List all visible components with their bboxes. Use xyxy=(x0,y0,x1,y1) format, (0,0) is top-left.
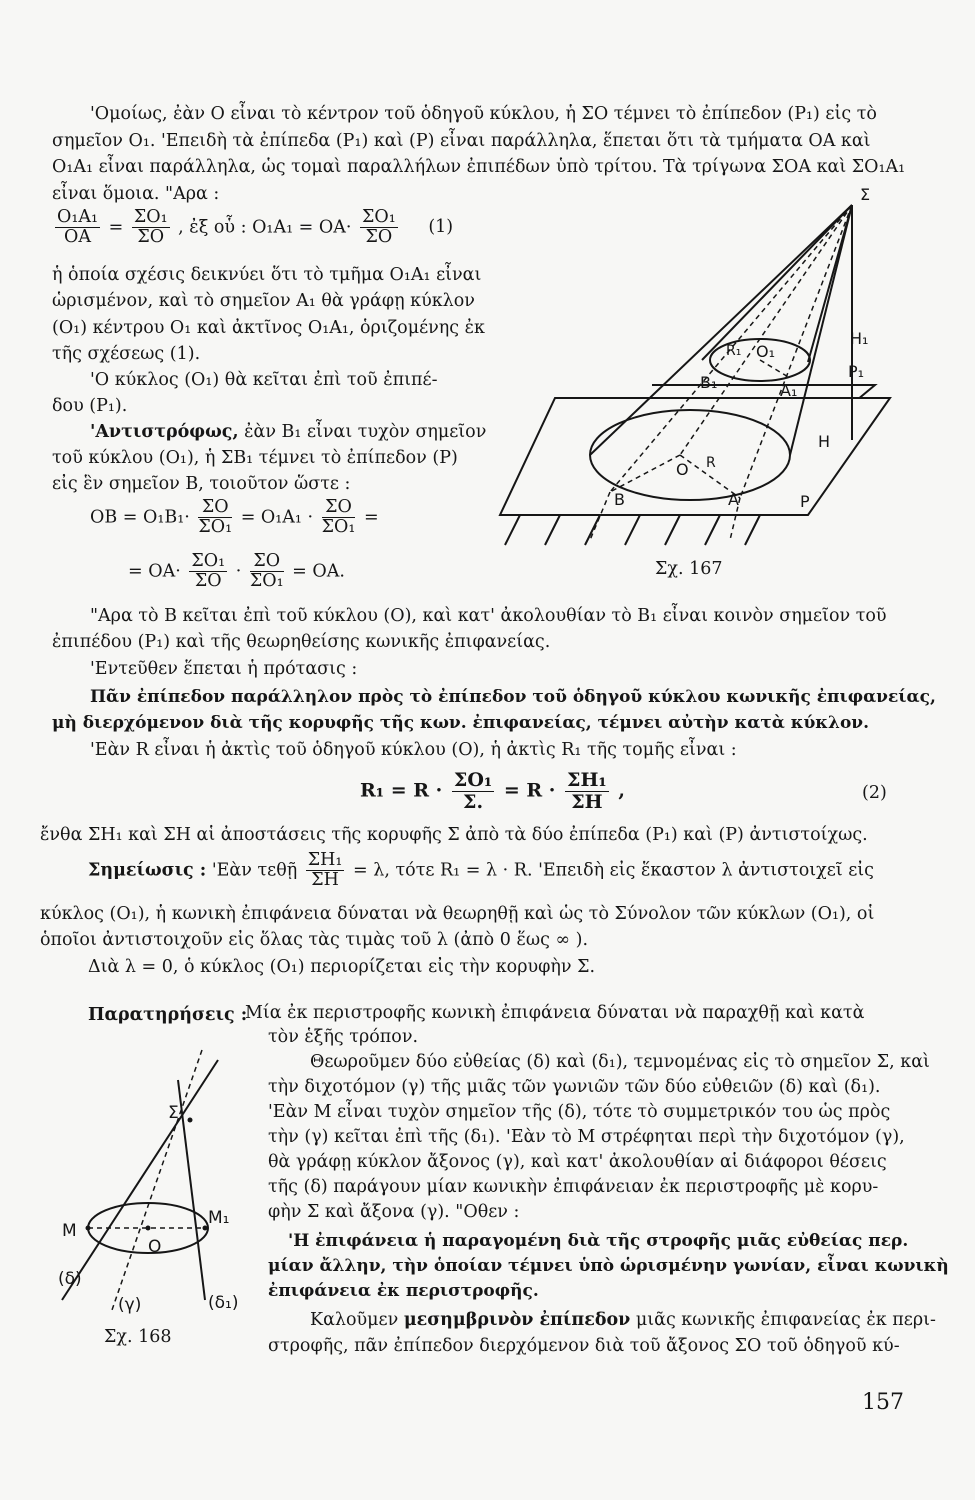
para7-line1 xyxy=(310,1310,936,1330)
bold-lead: 'Αντιστρόφως, xyxy=(90,422,239,442)
para3-line1 xyxy=(90,422,486,442)
para2-line4: τῆς σχέσεως (1). xyxy=(52,344,201,364)
equation-text: = OA. xyxy=(292,561,345,582)
obs-line4: τὴν διχοτόμον (γ) τῆς μιᾶς τῶν γωνιῶν τῶν δύο εὐθειῶν (δ) καὶ (δ₁). xyxy=(268,1077,881,1097)
para1-line4: εἶναι ὅμοια. "Αρα : xyxy=(52,184,220,204)
theorem2-line1: 'Η ἐπιφάνεια ἡ παραγομένη διὰ τῆς στροφῆς μιᾶς εὐθείας περ. xyxy=(288,1231,909,1251)
para2-line3: (O₁) κέντρου O₁ καὶ ἀκτῖνος O₁A₁, ὁριζομένης ἐκ xyxy=(52,318,485,338)
text: 'Εὰν τεθῇ xyxy=(211,860,298,881)
figure-167 xyxy=(490,180,910,580)
hatch xyxy=(505,515,520,545)
denominator: ΣO₁ xyxy=(249,571,284,592)
label-h: H xyxy=(818,432,831,451)
para4-line2: ἐπιπέδου (P₁) καὶ τῆς θεωρηθείσης κωνικῆς ἐπιφανείας. xyxy=(52,632,551,652)
para5: 'Εὰν R εἶναι ἡ ἀκτὶς τοῦ ὁδηγοῦ κύκλου (O), ἡ ἀκτὶς R₁ τῆς τομῆς εἶναι : xyxy=(90,740,737,760)
obs-line5: 'Εὰν M εἶναι τυχὸν σημεῖον τῆς (δ), τότε τὸ συμμετρικόν του ὡς πρὸς xyxy=(268,1102,891,1122)
text: μιᾶς κωνικῆς ἐπιφανείας ἐκ περι- xyxy=(630,1310,936,1330)
remark-line2: κύκλος (O₁), ἡ κωνικὴ ἐπιφάνεια δύναται νὰ θεωρηθῇ καὶ ὡς τὸ Σύνολον τῶν κύκλων (O₁), οἱ xyxy=(40,904,875,924)
para6: ἔνθα ΣH₁ καὶ ΣH αἱ ἀποστάσεις τῆς κορυφῆς Σ ἀπὸ τὰ δύο ἐπίπεδα (P₁) καὶ (P) ἀντιστοίχως. xyxy=(40,825,868,845)
equation-text: = xyxy=(363,507,379,528)
fraction xyxy=(360,208,398,248)
fraction xyxy=(55,208,100,248)
theorem2-line2: μίαν ἄλλην, τὴν ὁποίαν τέμνει ὑπὸ ὡρισμένην γωνίαν, εἶναι κωνικὴ xyxy=(268,1256,949,1276)
label-h1: H₁ xyxy=(850,329,869,348)
numerator: ΣO xyxy=(198,498,232,518)
label-sigma: Σ xyxy=(168,1103,179,1123)
remark-line1 xyxy=(88,851,874,891)
para3-line3: εἰς ἓν σημεῖον B, τοιοῦτον ὥστε : xyxy=(52,474,351,494)
equation-number: (1) xyxy=(428,217,454,238)
denominator: ΣO₁ xyxy=(321,517,356,538)
obs-line8: τῆς (δ) παράγουν μίαν κωνικὴν ἐπιφάνειαν ἐκ περιστροφῆς μὲ κορυ- xyxy=(268,1177,879,1197)
para1-line3: O₁A₁ εἶναι παράλληλα, ὡς τομαὶ παραλλήλων ἐπιπέδων ὑπὸ τρίτου. Τὰ τρίγωνα ΣΟΑ καὶ ΣO₁A₁ xyxy=(52,157,906,177)
label-o1: O₁ xyxy=(756,342,776,361)
label-p1: P₁ xyxy=(848,362,865,381)
obs-line2: τὸν ἑξῆς τρόπον. xyxy=(268,1027,419,1047)
theorem1-line2: μὴ διερχόμενον διὰ τῆς κορυφῆς τῆς κων. ἐπιφανείας, τέμνει αὐτὴν κατὰ κύκλον. xyxy=(52,713,870,733)
para1-line1: 'Ομοίως, ἐὰν Ο εἶναι τὸ κέντρον τοῦ ὁδηγοῦ κύκλου, ἡ ΣΟ τέμνει τὸ ἐπίπεδον (P₁) εἰς τὸ xyxy=(90,104,877,124)
remark-line4: Διὰ λ = 0, ὁ κύκλος (O₁) περιορίζεται εἰς τὴν κορυφὴν Σ. xyxy=(88,957,596,977)
denominator: OA xyxy=(64,227,91,248)
para2-line1: ἡ ὁποία σχέσις δεικνύει ὅτι τὸ τμῆμα O₁A₁ εἶναι xyxy=(52,265,482,285)
hatch xyxy=(665,515,680,545)
hatch xyxy=(745,515,760,545)
equation-text: = R · xyxy=(503,779,556,802)
text: = λ, τότε R₁ = λ · R. 'Επειδὴ εἰς ἕκαστον λ ἀντιστοιχεῖ εἰς xyxy=(353,860,874,881)
para2-line5: 'Ο κύκλος (O₁) θὰ κεῖται ἐπὶ τοῦ ἐπιπέ- xyxy=(90,370,438,390)
label-a1: A₁ xyxy=(780,381,798,400)
point-sigma xyxy=(188,1118,193,1123)
obs-line3: Θεωροῦμεν δύο εὐθείας (δ) καὶ (δ₁), τεμνομένας εἰς τὸ σημεῖον Σ, καὶ xyxy=(310,1052,930,1072)
label-delta1: (δ₁) xyxy=(208,1293,239,1313)
label-sigma: Σ xyxy=(860,185,871,204)
text: Καλοῦμεν xyxy=(310,1310,404,1330)
para7-line2: στροφῆς, πᾶν ἐπίπεδον διερχόμενον διὰ τοῦ ἄξονος ΣΟ τοῦ ὁδηγοῦ κύ- xyxy=(268,1336,900,1356)
denominator: ΣO xyxy=(137,227,165,248)
numerator: O₁A₁ xyxy=(57,207,99,227)
plane-p xyxy=(500,398,890,515)
equation-text: · xyxy=(235,561,242,582)
numerator: ΣH₁ xyxy=(307,850,343,870)
point-m1 xyxy=(203,1226,208,1231)
equals-sign: = xyxy=(108,217,124,238)
para4-line1: "Αρα τὸ B κεῖται ἐπὶ τοῦ κύκλου (O), καὶ κατ' ἀκολουθίαν τὸ B₁ εἶναι κοινὸν σημεῖον τοῦ xyxy=(90,606,887,626)
denominator: ΣO xyxy=(365,227,393,248)
observations-label: Παρατηρήσεις : xyxy=(88,1005,248,1025)
obs-line6: τὴν (γ) κεῖται ἐπὶ τῆς (δ₁). 'Εὰν τὸ M στρέφηται περὶ τὴν διχοτόμον (γ), xyxy=(268,1127,905,1147)
equation-text: = OA· xyxy=(128,561,181,582)
label-b1: B₁ xyxy=(700,373,718,392)
numerator: ΣO₁ xyxy=(191,551,226,571)
label-gamma: (γ) xyxy=(118,1295,142,1315)
equation-text: OB = O₁B₁· xyxy=(90,507,190,528)
text: ἐὰν B₁ εἶναι τυχὸν σημεῖον xyxy=(238,422,487,442)
equation-1 xyxy=(52,208,453,248)
equation-2-row1 xyxy=(90,498,379,538)
label-o: O xyxy=(148,1237,162,1257)
numerator: ΣO xyxy=(250,552,284,572)
para1-line2: σημεῖον O₁. 'Επειδὴ τὰ ἐπίπεδα (P₁) καὶ (P) εἶναι παράλληλα, ἕπεται ὅτι τὰ τμήματα ΟΑ καὶ xyxy=(52,131,871,151)
denominator: ΣH xyxy=(571,790,603,813)
obs-line7: θὰ γράφῃ κύκλον ἄξονος (γ), καὶ κατ' ἀκολουθίαν αἱ διάφοροι θέσεις xyxy=(268,1152,887,1172)
bold-term: μεσημβρινὸν ἐπίπεδον xyxy=(403,1310,631,1330)
denominator: ΣO₁ xyxy=(198,517,233,538)
hatch xyxy=(705,515,720,545)
line-delta xyxy=(62,1060,218,1300)
equation-text: R₁ = R · xyxy=(360,779,443,802)
fraction xyxy=(306,851,345,891)
fraction xyxy=(565,770,609,813)
figure-167-caption: Σχ. 167 xyxy=(655,559,723,579)
equation-2-row2 xyxy=(128,552,345,592)
point-m xyxy=(86,1226,91,1231)
fraction xyxy=(322,498,356,538)
para2-line2: ὡρισμένον, καὶ τὸ σημεῖον A₁ θὰ γράφῃ κύκλον xyxy=(52,291,475,311)
line-delta1 xyxy=(178,1080,205,1300)
equation-2-number: (2) xyxy=(862,783,887,803)
theorem2-line3: ἐπιφάνεια ἐκ περιστροφῆς. xyxy=(268,1281,539,1301)
obs-line1: Μία ἐκ περιστροφῆς κωνικὴ ἐπιφάνεια δύναται νὰ παραχθῇ καὶ κατὰ xyxy=(245,1003,865,1023)
hatch xyxy=(625,515,640,545)
fraction xyxy=(132,208,170,248)
numerator: ΣO₁ xyxy=(453,769,493,791)
equation-text: = O₁A₁ · xyxy=(240,507,314,528)
equation-2 xyxy=(360,770,625,813)
denominator: Σ. xyxy=(463,790,484,813)
point-o xyxy=(146,1226,151,1231)
numerator: ΣO₁ xyxy=(133,207,168,227)
para3-line2: τοῦ κύκλου (O₁), ἡ ΣB₁ τέμνει τὸ ἐπίπεδον (P) xyxy=(52,448,458,468)
page-number: 157 xyxy=(862,1390,904,1415)
remark-line3: ὁποῖοι ἀντιστοιχοῦν εἰς ὅλας τὰς τιμὰς τοῦ λ (ἀπὸ 0 ἕως ∞ ). xyxy=(40,930,589,950)
obs-line9: φὴν Σ καὶ ἄξονα (γ). "Οθεν : xyxy=(268,1202,520,1222)
equation-text: , xyxy=(618,779,625,802)
label-o: O xyxy=(676,460,689,479)
label-a: A xyxy=(728,490,739,509)
denominator: ΣO xyxy=(194,571,222,592)
remark-label: Σημείωσις : xyxy=(88,860,207,881)
figure-168 xyxy=(50,1040,270,1340)
equation-text: , ἐξ οὗ : O₁A₁ = OA· xyxy=(178,217,352,238)
label-delta: (δ) xyxy=(58,1269,82,1289)
label-m1: M₁ xyxy=(208,1208,230,1228)
numerator: ΣH₁ xyxy=(567,769,607,791)
label-p: P xyxy=(800,492,810,511)
axis-gamma xyxy=(112,1050,202,1310)
fraction xyxy=(189,552,227,592)
fraction xyxy=(198,498,232,538)
numerator: ΣO₁ xyxy=(362,207,396,227)
label-r1: R₁ xyxy=(726,343,742,359)
fraction xyxy=(250,552,284,592)
label-b: B xyxy=(614,490,625,509)
figure-168-caption: Σχ. 168 xyxy=(104,1327,172,1347)
label-m: M xyxy=(62,1221,77,1241)
fraction xyxy=(452,770,494,813)
hatch xyxy=(545,515,560,545)
theorem1-line1: Πᾶν ἐπίπεδον παράλληλον πρὸς τὸ ἐπίπεδον τοῦ ὁδηγοῦ κύκλου κωνικῆς ἐπιφανείας, xyxy=(90,687,936,707)
para2-line6: δου (P₁). xyxy=(52,396,128,416)
para4-line3: 'Εντεῦθεν ἕπεται ἡ πρότασις : xyxy=(90,659,358,679)
denominator: ΣH xyxy=(311,870,339,891)
label-r: R xyxy=(706,455,716,471)
numerator: ΣO xyxy=(322,498,356,518)
